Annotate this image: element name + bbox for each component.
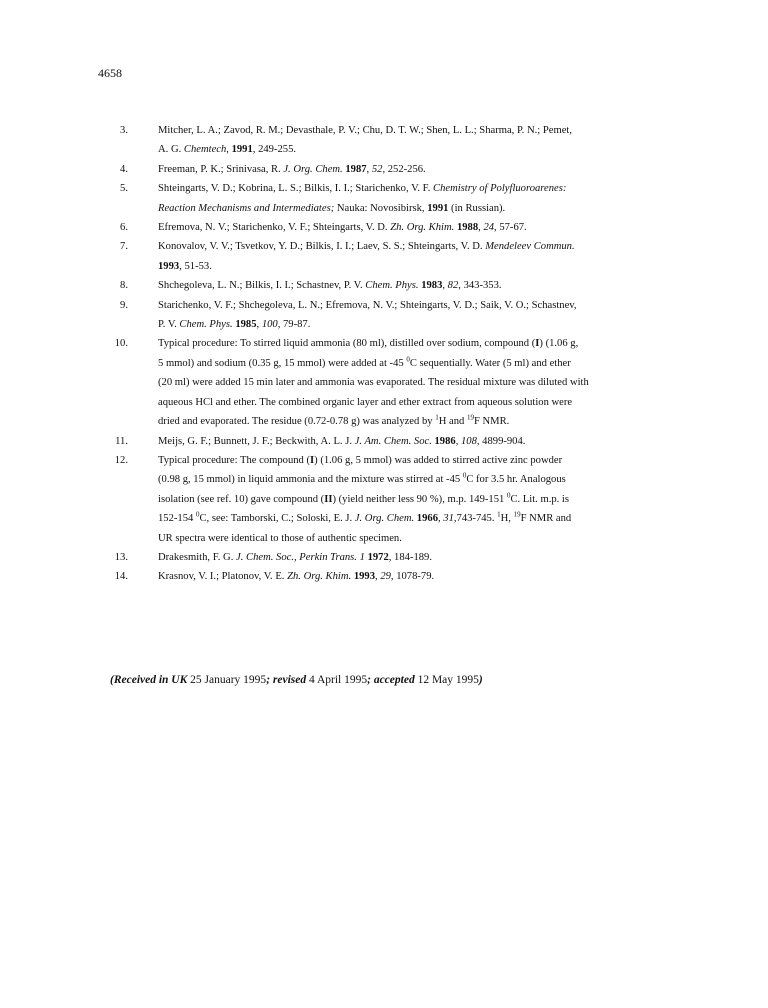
journal-title: 82 xyxy=(447,280,459,292)
bold-text: 1983 xyxy=(421,280,443,292)
text-segment: Krasnov, V. I.; Platonov, V. E. xyxy=(158,571,288,583)
text-segment: Drakesmith, F. G. xyxy=(158,551,237,563)
superscript: 0 xyxy=(462,471,467,480)
text-segment: Starichenko, V. F.; Shchegoleva, L. N.; Efremova, N. V.; Shteingarts, V. D.; Saik, V. O.; Schastnev, xyxy=(158,299,577,311)
text-segment: , xyxy=(375,571,381,583)
superscript: 19 xyxy=(513,510,521,519)
bold-text: 1985 xyxy=(235,319,257,331)
bold-text: 1966 xyxy=(416,513,438,525)
reference-item xyxy=(114,451,674,548)
bold-text: 1988 xyxy=(456,222,479,234)
text-segment: dried and evaporated. The residue (0.72-0.78 g) was analyzed by xyxy=(158,416,436,428)
received-close: ) xyxy=(478,674,483,686)
journal-title: J. Chem. Soc., Perkin Trans. 1 xyxy=(236,551,365,563)
journal-title: 29 xyxy=(380,571,391,583)
revised-date: 4 April 1995 xyxy=(306,674,368,686)
journal-title: 31 xyxy=(443,513,454,525)
text-segment: ) (1.06 g, 5 mmol) was added to stirred active zinc powder xyxy=(314,454,563,466)
bold-text: 1987 xyxy=(345,163,367,175)
bold-text: I xyxy=(310,454,315,466)
text-segment: , 4899-904. xyxy=(476,435,526,447)
reference-text xyxy=(158,432,674,451)
received-open: (Received in UK xyxy=(110,674,188,686)
reference-item xyxy=(114,121,674,160)
reference-line xyxy=(158,451,674,470)
bold-text: 1991 xyxy=(427,202,449,214)
text-segment: , 252-256. xyxy=(382,163,426,175)
text-segment: , xyxy=(256,319,262,331)
reference-line xyxy=(158,218,674,237)
text-segment: , 51-53. xyxy=(179,260,212,272)
bold-text: I xyxy=(535,338,540,350)
reference-text xyxy=(158,160,674,179)
text-segment: (20 ml) were added 15 min later and ammonia was evaporated. The residual mixture was diluted with xyxy=(158,377,589,389)
text-segment: , 57-67. xyxy=(494,222,527,234)
text-segment: H, xyxy=(500,513,514,525)
reference-text xyxy=(158,179,674,218)
text-segment: Nauka: Novosibirsk, xyxy=(334,202,428,214)
superscript: 1 xyxy=(435,413,439,422)
reference-line xyxy=(158,490,674,509)
revised-label: ; revised xyxy=(266,674,307,686)
reference-line xyxy=(158,470,674,489)
journal-title: Chemtech xyxy=(183,144,227,156)
page-number: 4658 xyxy=(98,66,122,80)
superscript: 1 xyxy=(497,510,501,519)
reference-number: 10. xyxy=(114,338,128,350)
text-segment: ) (yield neither less 90 %), m.p. 149-151 xyxy=(332,493,507,505)
reference-item xyxy=(114,179,674,218)
text-segment: 152-154 xyxy=(158,513,196,525)
bold-text: 1986 xyxy=(434,435,456,447)
text-segment: , 343-353. xyxy=(458,280,502,292)
text-segment: UR spectra were identical to those of authentic specimen. xyxy=(158,532,402,544)
text-segment: Meijs, G. F.; Bunnett, J. F.; Beckwith, A. L. J. xyxy=(158,435,355,447)
journal-title: Mendeleev Commun. xyxy=(485,241,575,253)
reference-number: 13. xyxy=(114,551,128,563)
received-date: 25 January 1995 xyxy=(187,674,267,686)
reference-item xyxy=(114,218,674,237)
journal-title: 24 xyxy=(483,222,495,234)
reference-line xyxy=(158,140,674,159)
reference-line xyxy=(158,237,674,256)
reference-line xyxy=(158,548,674,567)
reference-item xyxy=(114,548,674,567)
references-list xyxy=(114,121,674,587)
text-segment: , xyxy=(226,144,232,156)
reference-line xyxy=(158,509,674,528)
received-line xyxy=(110,674,483,686)
journal-title: Zh. Org. Khim. xyxy=(287,571,352,583)
text-segment: , 184-189. xyxy=(388,551,433,563)
text-segment: Shchegoleva, L. N.; Bilkis, I. I.; Schastnev, P. V. xyxy=(158,280,366,292)
accepted-date: 12 May 1995 xyxy=(414,674,479,686)
reference-item xyxy=(114,276,674,295)
text-segment: ) (1.06 g, xyxy=(539,338,579,350)
reference-number: 9. xyxy=(120,299,128,311)
reference-item xyxy=(114,334,674,431)
reference-line xyxy=(158,334,674,353)
reference-number: 4. xyxy=(120,163,128,175)
bold-text: 1991 xyxy=(231,144,253,156)
text-segment: aqueous HCl and ether. The combined organic layer and ether extract from aqueous solution were xyxy=(158,396,573,408)
accepted-label: ; accepted xyxy=(367,674,415,686)
bold-text: II xyxy=(324,493,333,505)
reference-number: 12. xyxy=(114,454,128,466)
text-segment: , xyxy=(442,280,448,292)
reference-line xyxy=(158,179,674,198)
text-segment: (0.98 g, 15 mmol) in liquid ammonia and the mixture was stirred at -45 xyxy=(158,474,463,486)
text-segment: , xyxy=(437,513,444,525)
journal-title: Chem. Phys. xyxy=(365,280,419,292)
superscript: 0 xyxy=(506,491,511,500)
reference-text xyxy=(158,276,674,295)
reference-text xyxy=(158,218,674,237)
journal-title: Zh. Org. Khim. xyxy=(390,222,455,234)
reference-line xyxy=(158,412,674,431)
reference-text xyxy=(158,334,674,431)
reference-line xyxy=(158,296,674,315)
reference-item xyxy=(114,296,674,335)
superscript: 19 xyxy=(466,413,474,422)
reference-number: 14. xyxy=(114,571,128,583)
reference-text xyxy=(158,548,674,567)
text-segment: , xyxy=(455,435,461,447)
text-segment: , 249-255. xyxy=(252,144,297,156)
journal-title: 108 xyxy=(460,435,477,447)
reference-text xyxy=(158,237,674,276)
reference-number: 8. xyxy=(120,280,128,292)
reference-line xyxy=(158,315,674,334)
text-segment: , 79-87. xyxy=(277,319,311,331)
text-segment: , xyxy=(366,163,372,175)
bold-text: 1972 xyxy=(367,551,389,563)
superscript: 0 xyxy=(406,355,410,364)
bold-text: 1993 xyxy=(353,571,376,583)
text-segment: P. V. xyxy=(158,319,180,331)
reference-line xyxy=(158,529,674,548)
reference-line xyxy=(158,393,674,412)
reference-line xyxy=(158,432,674,451)
reference-number: 6. xyxy=(120,222,128,234)
journal-title: J. Am. Chem. Soc. xyxy=(354,435,432,447)
text-segment: A. G. xyxy=(158,144,184,156)
text-segment: 5 mmol) and sodium (0.35 g, 15 mmol) were added at -45 xyxy=(158,357,407,369)
journal-title: Chem. Phys. xyxy=(179,319,233,331)
text-segment: C. Lit. m.p. is xyxy=(510,493,570,505)
reference-number: 7. xyxy=(120,241,128,253)
reference-number: 3. xyxy=(120,125,128,136)
journal-title: 52 xyxy=(371,163,383,175)
reference-item xyxy=(114,237,674,276)
text-segment: F NMR and xyxy=(520,513,572,525)
reference-line xyxy=(158,567,674,586)
journal-title: 100 xyxy=(261,319,278,331)
text-segment: Konovalov, V. V.; Tsvetkov, Y. D.; Bilkis, I. I.; Laev, S. S.; Shteingarts, V. D. xyxy=(158,241,486,253)
reference-item xyxy=(114,567,674,586)
bold-text: 1993 xyxy=(158,260,180,272)
superscript: 0 xyxy=(195,510,200,519)
journal-title: J. Org. Chem. xyxy=(283,163,343,175)
text-segment: Freeman, P. K.; Srinivasa, R. xyxy=(158,163,284,175)
reference-text xyxy=(158,296,674,335)
text-segment: F NMR. xyxy=(473,416,510,428)
text-segment: C for 3.5 hr. Analogous xyxy=(466,474,566,486)
text-segment: ,743-745. xyxy=(453,513,498,525)
text-segment: Typical procedure: To stirred liquid ammonia (80 ml), distilled over sodium, compound ( xyxy=(158,338,536,350)
text-segment: Mitcher, L. A.; Zavod, R. M.; Devasthale, P. V.; Chu, D. T. W.; Shen, L. L.; Sharma, P. N.; Pemet, xyxy=(158,125,572,136)
text-segment: , xyxy=(478,222,484,234)
reference-text xyxy=(158,451,674,548)
text-segment: C, see: Tamborski, C.; Soloski, E. J. xyxy=(199,513,355,525)
text-segment: isolation (see ref. 10) gave compound ( xyxy=(158,493,325,505)
reference-line xyxy=(158,257,674,276)
text-segment: H and xyxy=(438,416,467,428)
reference-number: 5. xyxy=(120,183,128,195)
reference-text xyxy=(158,121,674,160)
reference-text xyxy=(158,567,674,586)
text-segment: C sequentially. Water (5 ml) and ether xyxy=(409,357,571,369)
journal-title: Chemistry of Polyfluoroarenes: xyxy=(433,183,567,195)
journal-title: J. Org. Chem. xyxy=(354,513,415,525)
reference-item xyxy=(114,432,674,451)
text-segment: (in Russian). xyxy=(448,202,506,214)
reference-line xyxy=(158,199,674,218)
reference-line xyxy=(158,160,674,179)
text-segment: , 1078-79. xyxy=(390,571,435,583)
journal-title: Reaction Mechanisms and Intermediates; xyxy=(158,202,335,214)
reference-line xyxy=(158,373,674,392)
reference-item xyxy=(114,160,674,179)
reference-line xyxy=(158,276,674,295)
reference-line xyxy=(158,354,674,373)
text-segment: Efremova, N. V.; Starichenko, V. F.; Shteingarts, V. D. xyxy=(158,222,391,234)
reference-line xyxy=(158,121,674,140)
reference-number: 11. xyxy=(115,435,128,447)
text-segment: Shteingarts, V. D.; Kobrina, L. S.; Bilkis, I. I.; Starichenko, V. F. xyxy=(158,183,433,195)
text-segment: Typical procedure: The compound ( xyxy=(158,454,311,466)
